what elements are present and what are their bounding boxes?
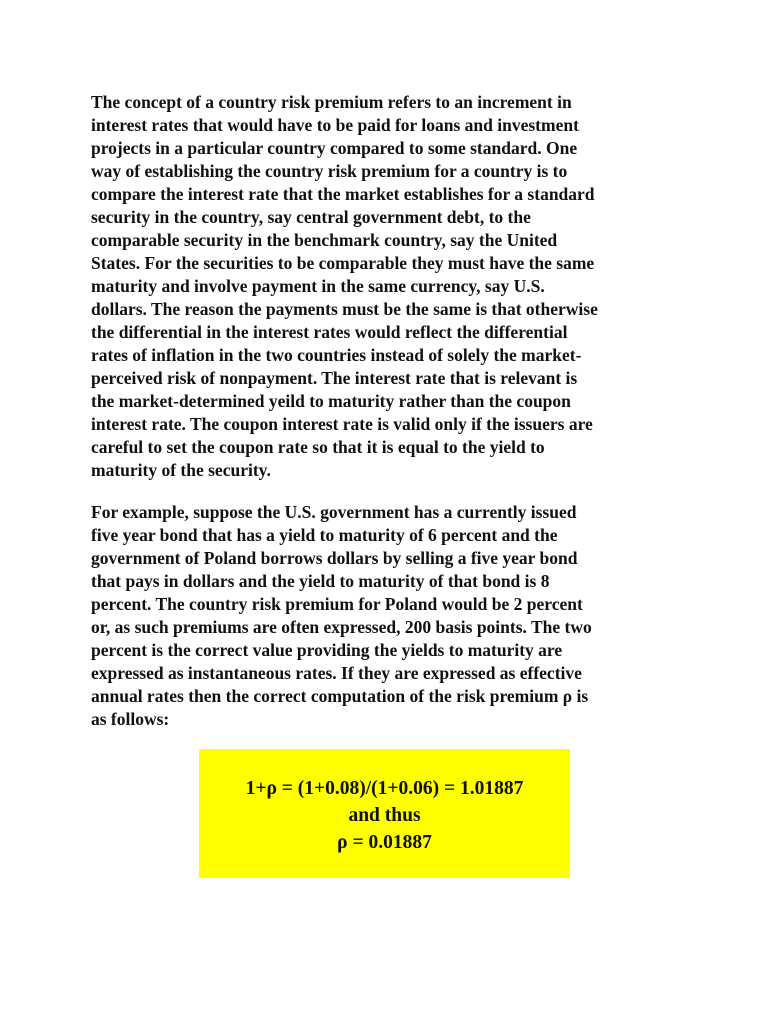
text-line: as follows: xyxy=(91,709,170,729)
text-line: careful to set the coupon rate so that it is equal to the yield to xyxy=(91,437,545,457)
text-line: maturity and involve payment in the same currency, say U.S. xyxy=(91,276,545,296)
text-line: the market-determined yeild to maturity rather than the coupon xyxy=(91,391,571,411)
text-line: For example, suppose the U.S. government has a currently issued xyxy=(91,502,577,522)
formula-connector: and thus xyxy=(348,805,421,826)
paragraph-poland-example xyxy=(91,501,592,731)
text-line: annual rates then the correct computation of the risk premium ρ is xyxy=(91,686,589,706)
text-line: government of Poland borrows dollars by selling a five year bond xyxy=(91,548,578,568)
formula-equation: 1+ρ = (1+0.08)/(1+0.06) = 1.01887 xyxy=(245,778,524,799)
text-line: projects in a particular country compared to some standard. One xyxy=(91,138,578,158)
text-line: or, as such premiums are often expressed, 200 basis points. The two xyxy=(91,617,592,637)
text-line: percent. The country risk premium for Poland would be 2 percent xyxy=(91,594,583,614)
text-line: that pays in dollars and the yield to maturity of that bond is 8 xyxy=(91,571,550,591)
text-line: dollars. The reason the payments must be the same is that otherwise xyxy=(91,299,598,319)
text-line: The concept of a country risk premium refers to an increment in xyxy=(91,92,572,112)
text-line: percent is the correct value providing the yields to maturity are xyxy=(91,640,563,660)
text-line: way of establishing the country risk premium for a country is to xyxy=(91,161,568,181)
text-line: security in the country, say central government debt, to the xyxy=(91,207,531,227)
formula-highlight-box xyxy=(199,749,570,878)
text-line: perceived risk of nonpayment. The interest rate that is relevant is xyxy=(91,368,578,388)
text-line: compare the interest rate that the market establishes for a standard xyxy=(91,184,595,204)
text-line: expressed as instantaneous rates. If they are expressed as effective xyxy=(91,663,582,683)
text-line: maturity of the security. xyxy=(91,460,271,480)
formula-result: ρ = 0.01887 xyxy=(337,832,432,853)
text-line: comparable security in the benchmark country, say the United xyxy=(91,230,558,250)
text-line: five year bond that has a yield to maturity of 6 percent and the xyxy=(91,525,558,545)
text-line: interest rates that would have to be paid for loans and investment xyxy=(91,115,579,135)
text-line: the differential in the interest rates would reflect the differential xyxy=(91,322,568,342)
text-line: States. For the securities to be comparable they must have the same xyxy=(91,253,595,273)
paragraph-country-risk-concept xyxy=(91,91,598,482)
text-line: interest rate. The coupon interest rate is valid only if the issuers are xyxy=(91,414,593,434)
text-line: rates of inflation in the two countries instead of solely the market- xyxy=(91,345,582,365)
